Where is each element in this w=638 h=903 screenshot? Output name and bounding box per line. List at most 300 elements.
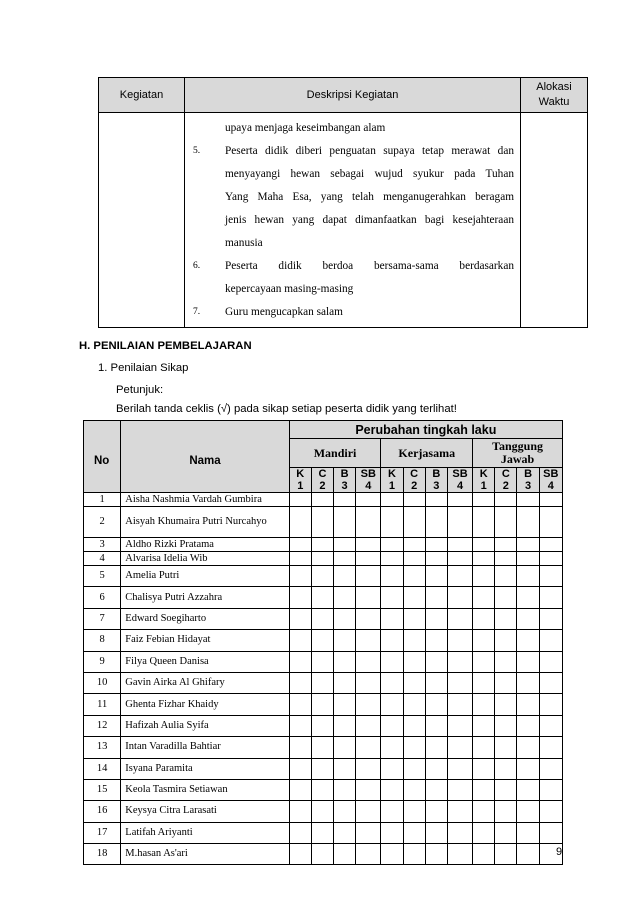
- checkmark-cell[interactable]: [473, 608, 495, 629]
- checkmark-cell[interactable]: [289, 493, 311, 507]
- checkmark-cell[interactable]: [403, 672, 425, 693]
- checkmark-cell[interactable]: [381, 844, 403, 865]
- checkmark-cell[interactable]: [334, 507, 356, 538]
- student-number: 4: [84, 552, 121, 566]
- header-no: No: [84, 421, 121, 493]
- checkmark-cell[interactable]: [495, 801, 517, 822]
- checkmark-cell[interactable]: [311, 758, 333, 779]
- checkmark-cell[interactable]: [381, 651, 403, 672]
- description-line: [193, 278, 514, 301]
- checkmark-cell[interactable]: [473, 566, 495, 587]
- checkmark-cell[interactable]: [334, 822, 356, 843]
- description-line: [193, 140, 514, 163]
- student-number: 12: [84, 715, 121, 736]
- checkmark-cell[interactable]: [289, 630, 311, 651]
- criteria-code-letter: C: [501, 468, 510, 480]
- checkmark-cell[interactable]: [289, 822, 311, 843]
- checkmark-cell[interactable]: [447, 672, 472, 693]
- checkmark-cell[interactable]: [447, 737, 472, 758]
- checkmark-cell[interactable]: [517, 758, 539, 779]
- checkmark-cell[interactable]: [311, 737, 333, 758]
- student-row: [84, 608, 563, 629]
- checkmark-cell[interactable]: [311, 630, 333, 651]
- checkmark-cell[interactable]: [334, 630, 356, 651]
- checkmark-cell[interactable]: [425, 651, 447, 672]
- student-name: M.hasan As'ari: [121, 844, 289, 865]
- checkmark-cell[interactable]: [447, 538, 472, 552]
- checkmark-cell[interactable]: [473, 552, 495, 566]
- checkmark-cell[interactable]: [381, 493, 403, 507]
- checkmark-cell[interactable]: [289, 779, 311, 800]
- criteria-code-number: 1: [297, 480, 304, 492]
- checkmark-cell[interactable]: [447, 844, 472, 865]
- checkmark-cell[interactable]: [425, 694, 447, 715]
- checkmark-cell[interactable]: [356, 737, 381, 758]
- checkmark-cell[interactable]: [473, 844, 495, 865]
- header-nama: Nama: [121, 421, 289, 493]
- checkmark-cell[interactable]: [356, 507, 381, 538]
- checkmark-cell[interactable]: [334, 566, 356, 587]
- checkmark-cell[interactable]: [447, 507, 472, 538]
- student-number: 3: [84, 538, 121, 552]
- student-number: 8: [84, 630, 121, 651]
- checkmark-cell[interactable]: [381, 608, 403, 629]
- criteria-code-number: 3: [341, 480, 348, 492]
- checkmark-cell[interactable]: [311, 779, 333, 800]
- checkmark-cell[interactable]: [473, 587, 495, 608]
- checkmark-cell[interactable]: [356, 493, 381, 507]
- criteria-code-header: [447, 468, 472, 493]
- student-name: Latifah Ariyanti: [121, 822, 289, 843]
- student-name: Aisha Nashmia Vardah Gumbira: [121, 493, 289, 507]
- checkmark-cell[interactable]: [311, 587, 333, 608]
- checkmark-cell[interactable]: [495, 608, 517, 629]
- checkmark-cell[interactable]: [539, 822, 562, 843]
- page-number: 9: [556, 846, 563, 858]
- checkmark-cell[interactable]: [311, 566, 333, 587]
- checkmark-cell[interactable]: [425, 779, 447, 800]
- checkmark-cell[interactable]: [334, 694, 356, 715]
- checkmark-cell[interactable]: [425, 630, 447, 651]
- instruction-text: Berilah tanda ceklis (√) pada sikap setiap peserta didik yang terlihat!: [116, 403, 457, 415]
- checkmark-cell[interactable]: [473, 507, 495, 538]
- group-mandiri: Mandiri: [289, 439, 381, 468]
- checkmark-cell[interactable]: [311, 538, 333, 552]
- student-number: 17: [84, 822, 121, 843]
- checkmark-cell[interactable]: [289, 694, 311, 715]
- checkmark-cell[interactable]: [473, 715, 495, 736]
- criteria-code-letter: K: [296, 468, 305, 480]
- student-name: Intan Varadilla Bahtiar: [121, 737, 289, 758]
- checkmark-cell[interactable]: [403, 608, 425, 629]
- checkmark-cell[interactable]: [334, 758, 356, 779]
- checkmark-cell[interactable]: [539, 715, 562, 736]
- checkmark-cell[interactable]: [447, 779, 472, 800]
- checkmark-cell[interactable]: [495, 493, 517, 507]
- student-number: 5: [84, 566, 121, 587]
- checkmark-cell[interactable]: [473, 493, 495, 507]
- checkmark-cell[interactable]: [311, 844, 333, 865]
- description-line-number: [193, 278, 225, 301]
- checkmark-cell[interactable]: [473, 651, 495, 672]
- checkmark-cell[interactable]: [356, 538, 381, 552]
- checkmark-cell[interactable]: [517, 538, 539, 552]
- checkmark-cell[interactable]: [311, 507, 333, 538]
- checkmark-cell[interactable]: [473, 737, 495, 758]
- checkmark-cell[interactable]: [381, 737, 403, 758]
- checkmark-cell[interactable]: [425, 608, 447, 629]
- checkmark-cell[interactable]: [311, 651, 333, 672]
- checkmark-cell[interactable]: [447, 758, 472, 779]
- activity-table: [98, 77, 588, 328]
- criteria-code-letter: C: [410, 468, 419, 480]
- checkmark-cell[interactable]: [356, 844, 381, 865]
- criteria-code-header: [289, 468, 311, 493]
- checkmark-cell[interactable]: [289, 608, 311, 629]
- checkmark-cell[interactable]: [356, 801, 381, 822]
- checkmark-cell[interactable]: [517, 672, 539, 693]
- checkmark-cell[interactable]: [539, 538, 562, 552]
- checkmark-cell[interactable]: [289, 737, 311, 758]
- criteria-code-number: 2: [502, 480, 509, 492]
- checkmark-cell[interactable]: [311, 672, 333, 693]
- checkmark-cell[interactable]: [517, 493, 539, 507]
- checkmark-cell[interactable]: [539, 608, 562, 629]
- checkmark-cell[interactable]: [403, 801, 425, 822]
- checkmark-cell[interactable]: [539, 758, 562, 779]
- student-number: 11: [84, 694, 121, 715]
- checkmark-cell[interactable]: [334, 737, 356, 758]
- checkmark-cell[interactable]: [289, 801, 311, 822]
- checkmark-cell[interactable]: [356, 758, 381, 779]
- checkmark-cell[interactable]: [539, 694, 562, 715]
- checkmark-cell[interactable]: [381, 758, 403, 779]
- section-subtitle: 1. Penilaian Sikap: [98, 362, 189, 374]
- checkmark-cell[interactable]: [495, 715, 517, 736]
- checkmark-cell[interactable]: [403, 566, 425, 587]
- criteria-code-header: [495, 468, 517, 493]
- checkmark-cell[interactable]: [473, 758, 495, 779]
- checkmark-cell[interactable]: [447, 566, 472, 587]
- criteria-code-letter: K: [388, 468, 396, 480]
- student-name: Gavin Airka Al Ghifary: [121, 672, 289, 693]
- checkmark-cell[interactable]: [381, 566, 403, 587]
- checkmark-cell[interactable]: [473, 822, 495, 843]
- criteria-code-number: 2: [319, 480, 326, 492]
- criteria-code-letter: SB: [360, 468, 376, 480]
- checkmark-cell[interactable]: [517, 608, 539, 629]
- checkmark-cell[interactable]: [311, 493, 333, 507]
- checkmark-cell[interactable]: [403, 651, 425, 672]
- checkmark-cell[interactable]: [447, 822, 472, 843]
- checkmark-cell[interactable]: [334, 715, 356, 736]
- checkmark-cell[interactable]: [495, 651, 517, 672]
- student-number: 18: [84, 844, 121, 865]
- checkmark-cell[interactable]: [403, 822, 425, 843]
- checkmark-cell[interactable]: [356, 779, 381, 800]
- checkmark-cell[interactable]: [447, 552, 472, 566]
- description-line-text: kepercayaan masing-masing: [225, 283, 354, 295]
- checkmark-cell[interactable]: [517, 587, 539, 608]
- student-name: Filya Queen Danisa: [121, 651, 289, 672]
- criteria-code-header: [403, 468, 425, 493]
- student-name: Amelia Putri: [121, 566, 289, 587]
- checkmark-cell[interactable]: [311, 715, 333, 736]
- checkmark-cell[interactable]: [425, 758, 447, 779]
- checkmark-cell[interactable]: [403, 630, 425, 651]
- student-row: [84, 630, 563, 651]
- checkmark-cell[interactable]: [425, 493, 447, 507]
- checkmark-cell[interactable]: [311, 552, 333, 566]
- checkmark-cell[interactable]: [289, 651, 311, 672]
- student-name: Alvarisa Idelia Wib: [121, 552, 289, 566]
- checkmark-cell[interactable]: [334, 538, 356, 552]
- checkmark-cell[interactable]: [334, 844, 356, 865]
- description-line-text: Peserta didik diberi penguatan supaya tetap merawat dan: [225, 145, 514, 157]
- criteria-code-letter: K: [479, 468, 488, 480]
- student-number: 16: [84, 801, 121, 822]
- checkmark-cell[interactable]: [334, 672, 356, 693]
- checkmark-cell[interactable]: [473, 801, 495, 822]
- checkmark-cell[interactable]: [495, 779, 517, 800]
- checkmark-cell[interactable]: [289, 538, 311, 552]
- description-line-number: [193, 163, 225, 186]
- checkmark-cell[interactable]: [403, 552, 425, 566]
- checkmark-cell[interactable]: [539, 779, 562, 800]
- checkmark-cell[interactable]: [356, 651, 381, 672]
- description-line-number: 6.: [193, 261, 201, 271]
- checkmark-cell[interactable]: [381, 779, 403, 800]
- checkmark-cell[interactable]: [425, 844, 447, 865]
- checkmark-cell[interactable]: [447, 694, 472, 715]
- description-line: [193, 186, 514, 209]
- checkmark-cell[interactable]: [539, 651, 562, 672]
- checkmark-cell[interactable]: [403, 758, 425, 779]
- checkmark-cell[interactable]: [425, 587, 447, 608]
- checkmark-cell[interactable]: [517, 801, 539, 822]
- checkmark-cell[interactable]: [495, 822, 517, 843]
- checkmark-cell[interactable]: [356, 672, 381, 693]
- checkmark-cell[interactable]: [381, 801, 403, 822]
- checkmark-cell[interactable]: [539, 630, 562, 651]
- checkmark-cell[interactable]: [403, 587, 425, 608]
- checkmark-cell[interactable]: [381, 822, 403, 843]
- checkmark-cell[interactable]: [425, 566, 447, 587]
- alokasi-cell: [521, 113, 588, 328]
- checkmark-cell[interactable]: [381, 552, 403, 566]
- student-name: Chalisya Putri Azzahra: [121, 587, 289, 608]
- checkmark-cell[interactable]: [403, 694, 425, 715]
- checkmark-cell[interactable]: [447, 715, 472, 736]
- checkmark-cell[interactable]: [334, 651, 356, 672]
- description-line-number: [193, 209, 225, 232]
- description-line-number: [193, 186, 225, 209]
- checkmark-cell[interactable]: [495, 538, 517, 552]
- criteria-code-letter: B: [340, 468, 349, 480]
- checkmark-cell[interactable]: [334, 801, 356, 822]
- checkmark-cell[interactable]: [473, 672, 495, 693]
- checkmark-cell[interactable]: [495, 552, 517, 566]
- checkmark-cell[interactable]: [381, 538, 403, 552]
- criteria-code-number: 2: [411, 480, 418, 492]
- student-name: Edward Soegiharto: [121, 608, 289, 629]
- checkmark-cell[interactable]: [311, 801, 333, 822]
- checkmark-cell[interactable]: [381, 630, 403, 651]
- description-line: [193, 117, 514, 140]
- checkmark-cell[interactable]: [539, 507, 562, 538]
- checkmark-cell[interactable]: [403, 538, 425, 552]
- student-row: [84, 587, 563, 608]
- checkmark-cell[interactable]: [381, 715, 403, 736]
- checkmark-cell[interactable]: [403, 715, 425, 736]
- student-number: 2: [84, 507, 121, 538]
- student-number: 7: [84, 608, 121, 629]
- checkmark-cell[interactable]: [495, 758, 517, 779]
- checkmark-cell[interactable]: [425, 538, 447, 552]
- checkmark-cell[interactable]: [334, 552, 356, 566]
- student-row: [84, 801, 563, 822]
- checkmark-cell[interactable]: [356, 587, 381, 608]
- checkmark-cell[interactable]: [334, 493, 356, 507]
- checkmark-cell[interactable]: [289, 758, 311, 779]
- checkmark-cell[interactable]: [495, 737, 517, 758]
- checkmark-cell[interactable]: [539, 672, 562, 693]
- checkmark-cell[interactable]: [381, 694, 403, 715]
- checkmark-cell[interactable]: [495, 844, 517, 865]
- checkmark-cell[interactable]: [403, 493, 425, 507]
- checkmark-cell[interactable]: [517, 715, 539, 736]
- checkmark-cell[interactable]: [289, 552, 311, 566]
- criteria-code-number: 1: [480, 480, 487, 492]
- student-number: 13: [84, 737, 121, 758]
- header-deskripsi: Deskripsi Kegiatan: [185, 78, 521, 113]
- checkmark-cell[interactable]: [495, 672, 517, 693]
- checkmark-cell[interactable]: [517, 737, 539, 758]
- header-perubahan: Perubahan tingkah laku: [289, 421, 562, 439]
- header-alokasi-line1: Alokasi: [536, 81, 572, 93]
- checkmark-cell[interactable]: [289, 672, 311, 693]
- checkmark-cell[interactable]: [447, 630, 472, 651]
- checkmark-cell[interactable]: [539, 493, 562, 507]
- checkmark-cell[interactable]: [447, 608, 472, 629]
- checkmark-cell[interactable]: [425, 715, 447, 736]
- checkmark-cell[interactable]: [289, 587, 311, 608]
- petunjuk-label: Petunjuk:: [116, 384, 164, 396]
- checkmark-cell[interactable]: [447, 587, 472, 608]
- checkmark-cell[interactable]: [334, 587, 356, 608]
- checkmark-cell[interactable]: [447, 801, 472, 822]
- checkmark-cell[interactable]: [289, 507, 311, 538]
- checkmark-cell[interactable]: [356, 822, 381, 843]
- checkmark-cell[interactable]: [517, 822, 539, 843]
- checkmark-cell[interactable]: [381, 587, 403, 608]
- checkmark-cell[interactable]: [334, 779, 356, 800]
- checkmark-cell[interactable]: [311, 822, 333, 843]
- checkmark-cell[interactable]: [447, 651, 472, 672]
- criteria-code-header: [381, 468, 403, 493]
- checkmark-cell[interactable]: [289, 715, 311, 736]
- student-row: [84, 672, 563, 693]
- header-alokasi: [521, 78, 588, 113]
- checkmark-cell[interactable]: [473, 630, 495, 651]
- description-line: [193, 163, 514, 186]
- checkmark-cell[interactable]: [289, 844, 311, 865]
- checkmark-cell[interactable]: [473, 779, 495, 800]
- checkmark-cell[interactable]: [473, 694, 495, 715]
- criteria-code-number: 3: [433, 480, 440, 492]
- checkmark-cell[interactable]: [311, 608, 333, 629]
- checkmark-cell[interactable]: [425, 672, 447, 693]
- checkmark-cell[interactable]: [517, 651, 539, 672]
- checkmark-cell[interactable]: [425, 737, 447, 758]
- checkmark-cell[interactable]: [495, 630, 517, 651]
- checkmark-cell[interactable]: [381, 672, 403, 693]
- checkmark-cell[interactable]: [473, 538, 495, 552]
- checkmark-cell[interactable]: [517, 630, 539, 651]
- student-number: 1: [84, 493, 121, 507]
- checkmark-cell[interactable]: [356, 694, 381, 715]
- student-row: [84, 758, 563, 779]
- criteria-code-letter: SB: [452, 468, 468, 480]
- criteria-code-header: [334, 468, 356, 493]
- checkmark-cell[interactable]: [539, 566, 562, 587]
- checkmark-cell[interactable]: [356, 566, 381, 587]
- checkmark-cell[interactable]: [539, 801, 562, 822]
- checkmark-cell[interactable]: [517, 844, 539, 865]
- checkmark-cell[interactable]: [495, 587, 517, 608]
- student-name: Faiz Febian Hidayat: [121, 630, 289, 651]
- checkmark-cell[interactable]: [517, 507, 539, 538]
- checkmark-cell[interactable]: [403, 737, 425, 758]
- student-name: Keola Tasmira Setiawan: [121, 779, 289, 800]
- checkmark-cell[interactable]: [447, 493, 472, 507]
- assessment-table: [83, 420, 563, 865]
- checkmark-cell[interactable]: [356, 630, 381, 651]
- checkmark-cell[interactable]: [356, 608, 381, 629]
- checkmark-cell[interactable]: [539, 737, 562, 758]
- checkmark-cell[interactable]: [495, 507, 517, 538]
- kegiatan-cell: [99, 113, 185, 328]
- checkmark-cell[interactable]: [425, 552, 447, 566]
- student-row: [84, 844, 563, 865]
- checkmark-cell[interactable]: [539, 552, 562, 566]
- checkmark-cell[interactable]: [403, 844, 425, 865]
- student-row: [84, 507, 563, 538]
- checkmark-cell[interactable]: [425, 822, 447, 843]
- description-line-text: Yang Maha Esa, yang telah menganugerahkan beragam: [225, 191, 514, 203]
- checkmark-cell[interactable]: [311, 694, 333, 715]
- checkmark-cell[interactable]: [403, 779, 425, 800]
- checkmark-cell[interactable]: [517, 779, 539, 800]
- student-number: 6: [84, 587, 121, 608]
- checkmark-cell[interactable]: [425, 801, 447, 822]
- checkmark-cell[interactable]: [403, 507, 425, 538]
- checkmark-cell[interactable]: [334, 608, 356, 629]
- checkmark-cell[interactable]: [517, 694, 539, 715]
- checkmark-cell[interactable]: [495, 566, 517, 587]
- checkmark-cell[interactable]: [539, 587, 562, 608]
- checkmark-cell[interactable]: [495, 694, 517, 715]
- checkmark-cell[interactable]: [381, 507, 403, 538]
- checkmark-cell[interactable]: [356, 552, 381, 566]
- checkmark-cell[interactable]: [517, 552, 539, 566]
- checkmark-cell[interactable]: [425, 507, 447, 538]
- checkmark-cell[interactable]: [289, 566, 311, 587]
- criteria-code-header: [425, 468, 447, 493]
- criteria-code-header: [517, 468, 539, 493]
- checkmark-cell[interactable]: [356, 715, 381, 736]
- checkmark-cell[interactable]: [517, 566, 539, 587]
